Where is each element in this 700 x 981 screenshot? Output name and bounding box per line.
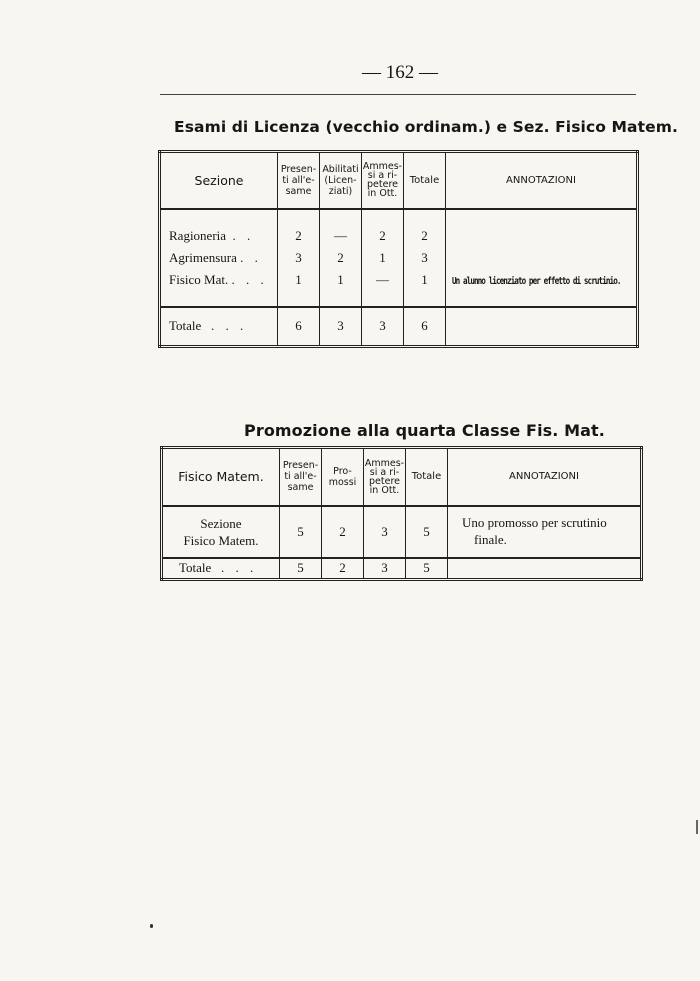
row-label-agrimensura: Agrimensura . . (169, 249, 262, 265)
table1-total-note (446, 307, 638, 347)
table2-row-promossi: 2 (322, 506, 364, 558)
table2-total-totale: 5 (406, 558, 448, 580)
table2-title: Promozione alla quarta Classe Fis. Mat. (244, 421, 605, 440)
table1-header-totale: Totale (404, 152, 446, 209)
table1-header-presenti: Presen- ti all'e- same (278, 152, 320, 209)
header-rule (160, 94, 636, 95)
table2-header-promossi: Pro- mossi (322, 448, 364, 506)
table2-row-label: Sezione Fisico Matem. (162, 506, 280, 558)
table1-col-annotazioni (446, 209, 638, 307)
table1-header-sezione: Sezione (160, 152, 278, 209)
table1-row-labels (160, 209, 278, 307)
table1-note-fisico: Un alunno licenziato per effetto di scrutinio. (452, 275, 621, 287)
table2-header-sezione: Fisico Matem. (162, 448, 280, 506)
table2-total-label: Totale . . . (162, 558, 280, 580)
table1-col-totale: 2 3 1 (404, 209, 446, 307)
table2-total-presenti: 5 (280, 558, 322, 580)
table1-total-ammessi: 3 (362, 307, 404, 347)
table2-header-presenti: Presen- ti all'e- same (280, 448, 322, 506)
table1-col-abilitati: — 2 1 (320, 209, 362, 307)
table1-title: Esami di Licenza (vecchio ordinam.) e Sez. Fisico Matem. (174, 118, 678, 136)
table1-col-presenti: 2 3 1 (278, 209, 320, 307)
table2-header-totale: Totale (406, 448, 448, 506)
table1-header-annotazioni: ANNOTAZIONI (446, 152, 638, 209)
table1-total-presenti: 6 (278, 307, 320, 347)
table1-col-ammessi: 2 1 — (362, 209, 404, 307)
table2-row-totale: 5 (406, 506, 448, 558)
table1-total-abilitati: 3 (320, 307, 362, 347)
row-label-ragioneria: Ragioneria . . (169, 227, 255, 243)
table1-header-abilitati: Abilitati (Licen- ziati) (320, 152, 362, 209)
table2-total-promossi: 2 (322, 558, 364, 580)
table1-total-label: Totale . . . (160, 307, 278, 347)
table1-total-row (160, 307, 638, 347)
table2-header-ammessi: Ammes- si a ri- petere in Ott. (364, 448, 406, 506)
table2 (160, 446, 643, 581)
table2-total-note (448, 558, 642, 580)
table2-header-row (162, 448, 642, 506)
page-number: — 162 — (362, 62, 438, 83)
table1-header-row (160, 152, 638, 209)
table2-body-row (162, 506, 642, 558)
table1-header-ammessi: Ammes- si a ri- petere in Ott. (362, 152, 404, 209)
table2-total-row (162, 558, 642, 580)
table2-row-note: Uno promosso per scrutinio finale. (448, 506, 642, 558)
row-label-fisico-mat: Fisico Mat. . . . (169, 271, 268, 287)
table2-total-ammessi: 3 (364, 558, 406, 580)
table1-total-totale: 6 (404, 307, 446, 347)
table1-body-row (160, 209, 638, 307)
table2-row-presenti: 5 (280, 506, 322, 558)
right-edge-mark (696, 820, 698, 834)
table2-header-annotazioni: ANNOTAZIONI (448, 448, 642, 506)
table2-row-ammessi: 3 (364, 506, 406, 558)
table1 (158, 150, 639, 348)
ink-speck (150, 924, 153, 928)
